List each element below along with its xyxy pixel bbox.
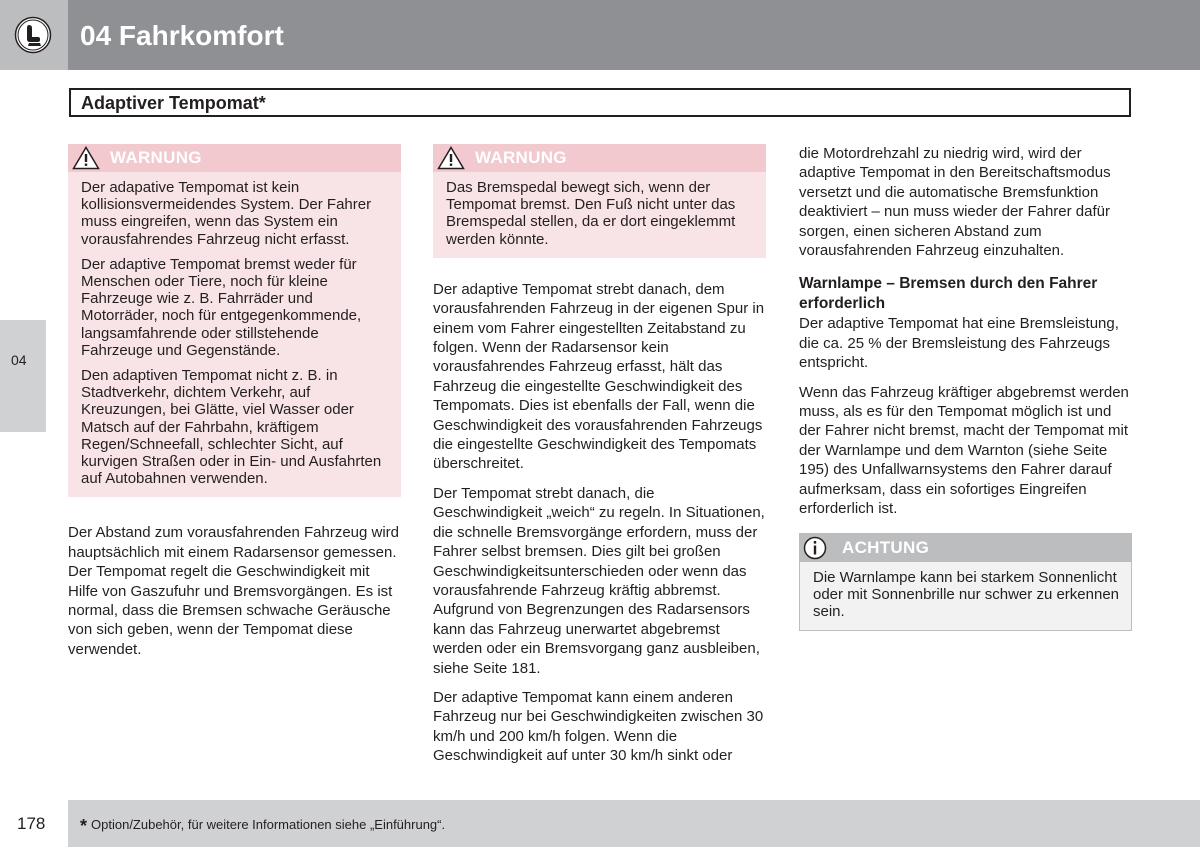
warning-header — [433, 144, 766, 172]
body-paragraph: Der adaptive Tempomat strebt danach, dem vorausfahrenden Fahrzeug in der eigenen Spur in einem vom Fahrer eingestellten Zeitabstand zu folgen. Wenn der Radarsensor kein vorausfahrendes Fahrzeug erfasst, hält das Fahrzeug die eingestellte Geschwindigkeit des Tempomats. Dies ist ebenfalls der Fall, wenn die Geschwindigkeit des vorausfahrenden Fahrzeugs die eingestellte Geschwindigkeit des Tempomats überschreitet. — [433, 280, 765, 473]
footnote-star: * — [80, 816, 88, 836]
body-paragraph: die Motordrehzahl zu niedrig wird, wird der adaptive Tempomat in den Bereitschaftsmodus versetzt und die automatische Bremsfunktion deaktiviert – nun muss wieder der Fahrer dafür sorgen, einen sicheren Abstand zum vorausfahrenden Fahrzeug einzuhalten. — [799, 145, 1111, 260]
column-3 — [799, 144, 1132, 631]
body-paragraph: Der adaptive Tempomat kann einem anderen Fahrzeug nur bei Geschwindigkeiten zwischen 30 km/h und 200 km/h folgen. Wenn die Geschwindigkeit auf unter 30 km/h sinkt oder — [433, 688, 764, 765]
chapter-title: 04 Fahrkomfort — [80, 20, 284, 51]
subheading: Warnlampe – Bremsen durch den Fahrer erforderlich — [799, 275, 1098, 313]
column-1 — [68, 144, 401, 669]
warning-paragraph: Den adaptiven Tempomat nicht z. B. in Stadtverkehr, dichtem Verkehr, auf Kreuzungen, bei Glätte, viel Wasser oder Matsch auf der Fahrbahn, kräftigem Regen/Schneefall, schlechter Sicht, auf kurvigen Straßen oder in Ein- und Ausfahrten auf Autobahnen verwenden. — [81, 367, 382, 488]
body-paragraph: Der adaptive Tempomat hat eine Bremsleistung, die ca. 25 % der Bremsleistung des Fahrzeugs entspricht. — [799, 315, 1119, 372]
warning-triangle-icon — [437, 146, 465, 170]
warning-label: WARNUNG — [110, 148, 202, 167]
note-paragraph: Die Warnlampe kann bei starkem Sonnenlicht oder mit Sonnenbrille nur schwer zu erkennen sein. — [813, 568, 1119, 620]
body-paragraph: Der Tempomat strebt danach, die Geschwindigkeit „weich“ zu regeln. In Situationen, die schnelle Bremsvorgänge erfordern, muss der Fahrer selbst bremsen. Dies gilt bei großen Geschwindigkeitsunterschieden oder wenn das vorausfahrende Fahrzeug kräftig abbremst. Aufgrund von Begrenzungen des Radarsensors kann das Fahrzeug unerwartet abgebremst werden oder ein Bremsvorgang ganz ausbleiben, siehe Seite 181. — [433, 484, 765, 677]
warning-body — [433, 172, 766, 258]
warning-box — [68, 144, 401, 497]
note-label: ACHTUNG — [842, 537, 930, 557]
note-header — [800, 534, 1131, 562]
warning-label: WARNUNG — [475, 148, 567, 167]
note-box — [799, 533, 1132, 632]
body-paragraph: Der Abstand zum vorausfahrenden Fahrzeug wird hauptsächlich mit einem Radarsensor gemessen. Der Tempomat regelt die Geschwindigkeit mit Hilfe von Gaszufuhr und Bremsvorgängen. Es ist normal, dass die Bremsen schwache Geräusche von sich geben, wenn der Tempomat diese verwendet. — [68, 524, 400, 658]
column-2 — [433, 144, 766, 776]
info-icon — [803, 536, 827, 560]
note-body — [800, 562, 1131, 631]
warning-paragraph: Der adaptive Tempomat bremst weder für Menschen oder Tiere, noch für kleine Fahrzeuge wie z. B. Fahrräder und Motorräder, noch für entgegenkommende, langsamfahrende oder stillstehende Fahrzeuge und Gegenstände. — [81, 255, 362, 359]
spacer — [68, 515, 401, 523]
section-title-box — [69, 88, 1131, 117]
warning-paragraph: Der adapative Tempomat ist kein kollisionsvermeidendes System. Der Fahrer muss eingreifen, wenn das System ein vorausfahrendes Fahrzeug nicht erfasst. — [81, 179, 372, 248]
warning-body — [68, 172, 401, 497]
chapter-side-tab — [0, 320, 46, 432]
section-title: Adaptiver Tempomat* — [81, 93, 266, 113]
warning-paragraph: Das Bremspedal bewegt sich, wenn der Tempomat bremst. Den Fuß nicht unter das Bremspedal stellen, da er dort eingeklemmt werden könnte. — [446, 179, 736, 248]
warning-triangle-icon — [72, 146, 100, 170]
seat-icon — [14, 16, 52, 54]
chapter-side-tab-label: 04 — [11, 352, 27, 368]
header-bar — [68, 0, 1200, 70]
footer-bar — [68, 800, 1200, 847]
page-number: 178 — [17, 814, 46, 833]
footer-note — [80, 816, 445, 837]
body-paragraph: Wenn das Fahrzeug kräftiger abgebremst werden muss, als es für den Tempomat möglich ist und der Fahrer nicht bremst, macht der Tempomat mit der Warnlampe und dem Warnton (siehe Seite 195) des Unfallwarnsystems den Fahrer darauf aufmerksam, dass ein sofortiges Eingreifen erforderlich ist. — [799, 383, 1129, 518]
footer-note-text: Option/Zubehör, für weitere Informationen siehe „Einführung“. — [91, 817, 446, 832]
chapter-icon-box — [0, 0, 68, 70]
warning-header — [68, 144, 401, 172]
warning-box — [433, 144, 766, 258]
